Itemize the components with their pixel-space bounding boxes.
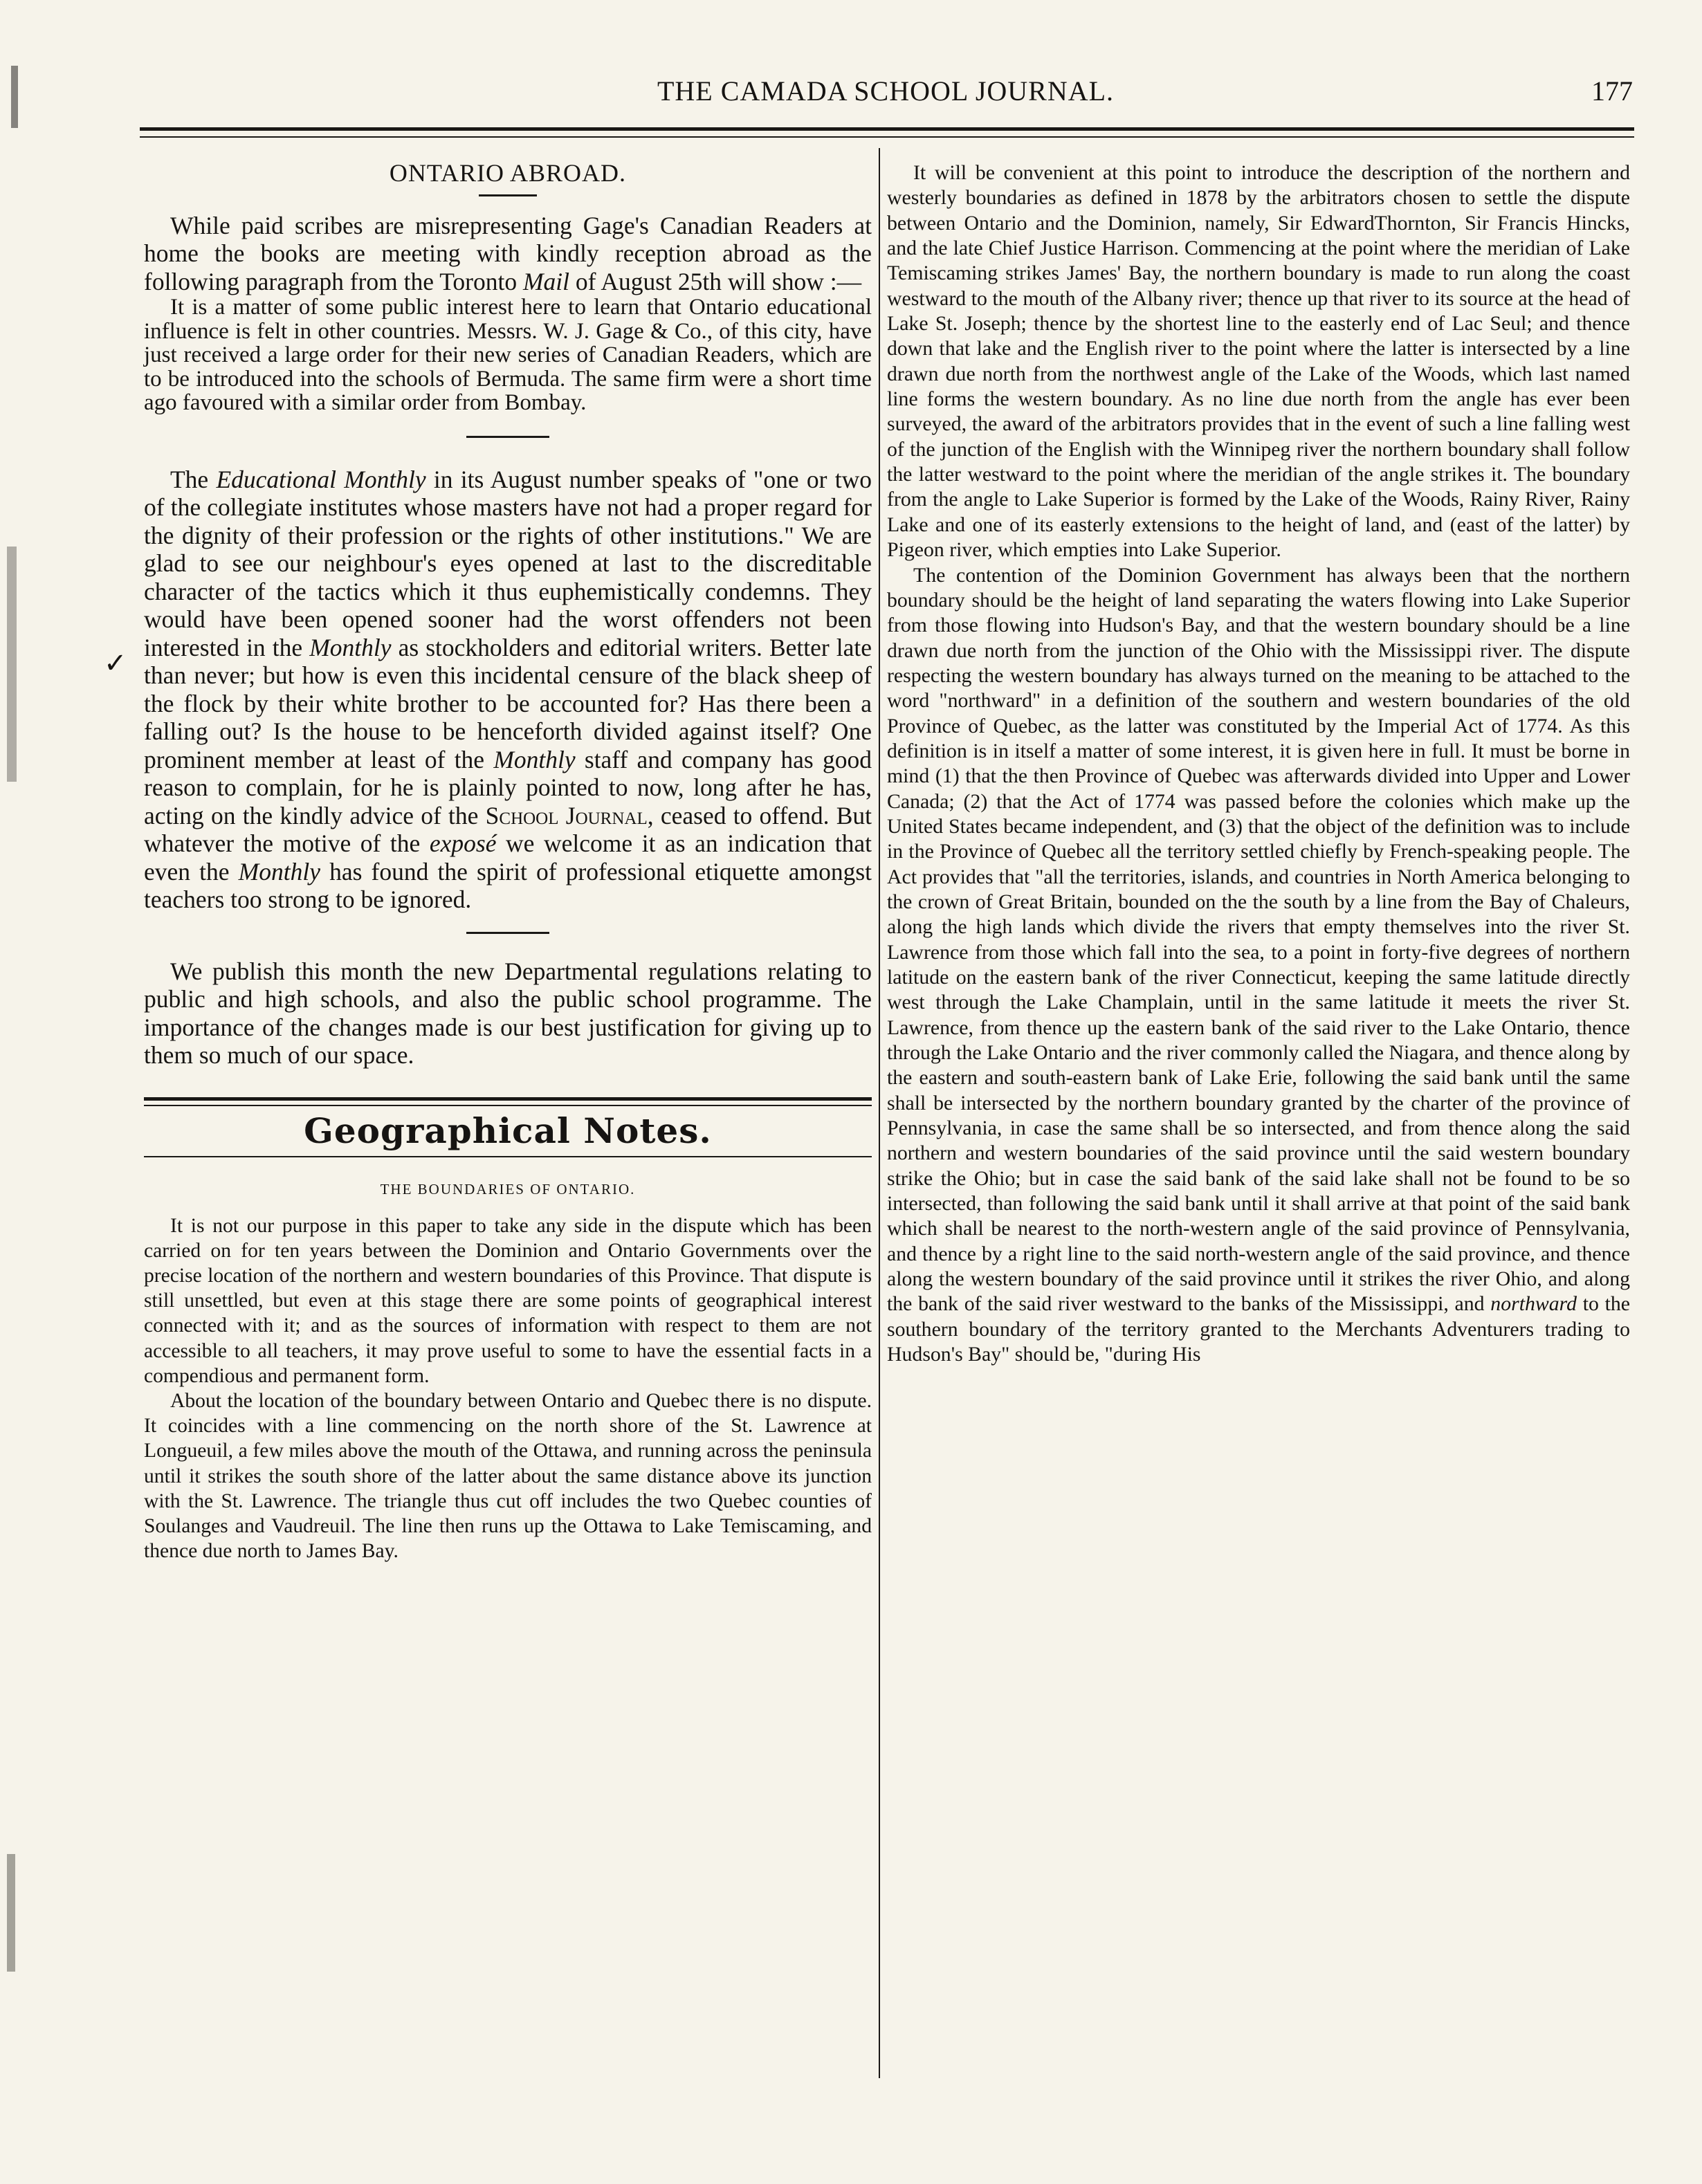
text: as stockholders and editorial writers. Better late than never; but how is even this incidental censure of the black sheep of the flock by their white brother to be accounted for? Has there been a falling out? Is the house to be henceforth divided against itself? One prominent member at least of the — [144, 633, 872, 773]
check-mark: ✓ — [104, 648, 127, 679]
italic-word: exposé — [429, 829, 497, 857]
journal-name: Monthly — [309, 633, 392, 661]
divider — [479, 194, 537, 196]
paragraph — [887, 563, 1630, 1368]
section-rule-thick — [144, 1097, 872, 1101]
right-column — [887, 160, 1630, 1368]
text: of August 25th will show :— — [575, 267, 862, 295]
header-rule-thick — [140, 127, 1634, 131]
margin-mark — [7, 1854, 15, 1972]
italic-word: northward — [1490, 1292, 1577, 1316]
divider — [466, 932, 549, 934]
text: to the southern boundary of the territory granted to the Merchants Adventurers trading to Hudson's Bay" should be, "during His — [887, 1292, 1631, 1366]
paragraph — [144, 212, 872, 296]
text: ceased to offend. But whatever the motive of the — [144, 801, 872, 857]
paragraph: About the location of the boundary between Ontario and Quebec there is no dispute. It coincides with a line commencing on the north shore of the St. Lawrence at Longueuil, a few miles above the mouth of the Ottawa, and running across the peninsula until it strikes the south shore of the latter about the same distance above its junction with the St. Lawrence. The triangle thus cut off includes the two Quebec counties of Soulanges and Vaudreuil. The line then runs up the Ottawa to Lake Temiscaming, and thence due north to James Bay. — [144, 1389, 872, 1563]
journal-name: Monthly — [238, 857, 320, 885]
journal-name: Educational Monthly — [216, 465, 426, 493]
section-title: Geographical Notes. — [304, 1110, 712, 1151]
section-rule-thin — [144, 1105, 872, 1106]
column-divider — [879, 148, 880, 2078]
paragraph: It is not our purpose in this paper to take any side in the dispute which has been carried on for ten years between the Dominion and Ontario Governments over the precise location of the northern and western boundaries of this Province. That dispute is still unsettled, but even at this stage there are some points of geographical interest connected with it; and as the sources of information with respect to them are not accessible to all teachers, it may prove useful to some to have the essential facts in a compendious and permanent form. — [144, 1214, 872, 1387]
text: has found the spirit of professional etiquette amongst teachers too strong to be ignored. — [144, 857, 872, 913]
text: we welcome it as an indication that even the — [144, 829, 872, 885]
divider — [466, 436, 549, 438]
left-column — [144, 159, 872, 1563]
text: The contention of the Dominion Government has always been that the northern boundary should be the height of land separating the waters flowing into Lake Superior from those flowing into Hudson's Bay, and that the western boundary should be a line drawn due north from the junction of the Ohio with the Mississippi river. The dispute respecting the western boundary has always turned on the meaning to be attached to the word "northward" in a definition of the southern and western boundaries of the old Province of Quebec, as the latter was constituted by the Imperial Act of 1774. As this definition is in itself a matter of some interest, it is given here in full. It must be borne in mind (1) that the then Province of Quebec was afterwards divided into Upper and Lower Canada; (2) that the Act of 1774 was passed before the colonies which make up the United States became independent, and (3) that the object of the definition was to include in the Province of Quebec all the territory settled chiefly by French-speaking people. The Act provides that "all the territories, islands, and countries in North America belonging to the crown of Great Britain, bounded on the the south by a line from the Bay of Chaleurs, along the high lands which divide the rivers that empty themselves into the river St. Lawrence from those which fall into the sea, to a point in forty-five degrees of northern latitude on the eastern bank of the river Connecticut, keeping the same latitude directly west through the Lake Champlain, until in the same latitude it meets the river St. Lawrence, from thence up the eastern bank of the said river to the Lake Ontario, thence through the Lake Ontario and the river commonly called the Niagara, and thence along by the eastern and south-eastern bank of Lake Erie, following the said bank until the same shall be intersected by the northern boundary granted by the charter of the province of Pennsylvania, in case the same shall be so intersected, and from thence along the said northern and western boundaries of the said province until the said western boundary strike the Ohio; but in case the said bank of the said lake shall not be found to be so intersected, than following the said bank until it shall arrive at that point of the said bank which shall be nearest to the north-western angle of the said province of Pennsylvania, and thence by a right line to the said north-western angle of the said province, and thence along the western boundary of the said province until it strikes the river Ohio, and along the bank of the said river westward to the banks of the Mississippi, and — [887, 563, 1630, 1316]
text: staff and company has good reason to complain, for he is plainly pointed to now, long after he has, acting on the kindly advice of the — [144, 745, 872, 829]
journal-name: Monthly — [493, 745, 576, 773]
paragraph: We publish this month the new Departmental regulations relating to public and high schools, and also the public school programme. The importance of the changes made is our best justification for giving up to them so much of our space. — [144, 957, 872, 1069]
section-rule — [144, 1156, 872, 1157]
text: in its August number speaks of "one or two of the collegiate institutes whose masters have not had a proper regard for the dignity of their profession or the rights of other institutions." We are glad to see our neighbour's eyes opened at last to the discreditable character of the tactics which it thus euphemistically condemns. They would have been opened sooner had the worst offenders not been interested in the — [144, 465, 872, 661]
newspaper-name: Mail — [522, 267, 570, 295]
section-title: ONTARIO ABROAD. — [389, 159, 627, 187]
journal-name: School Journal, — [485, 801, 654, 829]
margin-mark — [11, 66, 18, 128]
page-number: 177 — [1591, 75, 1633, 107]
quoted-paragraph: It is a matter of some public interest here to learn that Ontario educational influence is felt in other countries. Messrs. W. J. Gage & Co., of this city, have just received a large order for their new series of Canadian Readers, which are to be introduced into the schools of Bermuda. The same firm were a short time ago favoured with a similar order from Bombay. — [144, 295, 872, 415]
paragraph — [144, 466, 872, 914]
header-rule-thin — [140, 136, 1634, 138]
section-subtitle: THE BOUNDARIES OF ONTARIO. — [380, 1181, 636, 1197]
paragraph: It will be convenient at this point to introduce the description of the northern and westerly boundaries as defined in 1878 by the arbitrators chosen to settle the dispute between Ontario and the Dominion, namely, Sir EdwardThornton, Sir Francis Hincks, and the late Chief Justice Harrison. Commencing at the point where the meridian of Lake Temiscaming strikes James' Bay, the northern boundary is made to run along the coast westward to the mouth of the Albany river; thence up that river to its source at the head of Lake St. Joseph; thence by the shortest line to the easterly end of Lac Seul; and thence down that lake and the English river to the point where the latter is intersected by a line drawn due north from the northwest angle of the Lake of the Woods, which last named line forms the western boundary. As no line due north from the angle has ever been surveyed, the award of the arbitrators provides that in the event of such a line falling west of the junction of the English with the Winnipeg river the northern boundary shall follow the latter westward to the point where the meridian of the angle strikes it. The boundary from the angle to Lake Superior is formed by the Lake of the Woods, Rainy River, Rainy Lake and one of its easterly extensions to the height of land, and (east of the latter) by Pigeon river, which empties into Lake Superior. — [887, 161, 1630, 562]
text: The — [170, 465, 209, 493]
journal-title: THE CAMADA SCHOOL JOURNAL. — [657, 75, 1115, 107]
margin-mark — [7, 547, 17, 782]
page-header — [138, 75, 1633, 116]
text: While paid scribes are misrepresenting Gage's Canadian Readers at home the books are meeting with kindly reception abroad as the following paragraph from the Toronto — [144, 211, 872, 295]
